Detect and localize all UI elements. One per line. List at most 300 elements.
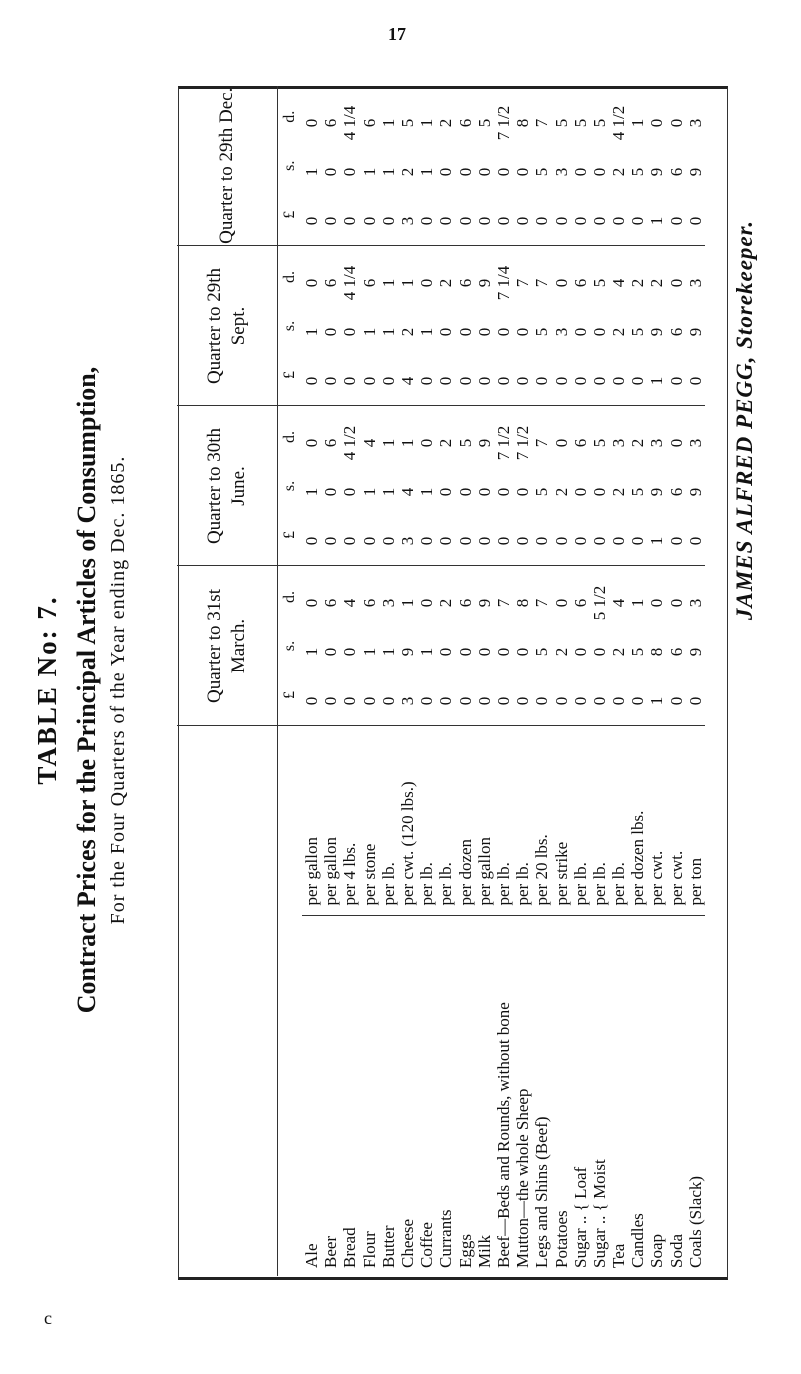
price-shillings: 0 xyxy=(321,327,341,337)
price-shillings: 6 xyxy=(666,327,686,337)
price-shillings: 0 xyxy=(455,647,475,657)
price-shillings: 0 xyxy=(455,327,475,337)
unit-of-measure: per cwt. (120 lbs.) xyxy=(398,726,417,916)
quarter-price xyxy=(475,566,494,726)
column-header-quarter: Quarter to 29th Sept. xyxy=(177,246,278,406)
price-shillings: 0 xyxy=(513,167,533,177)
price-shillings: 0 xyxy=(436,167,456,177)
article-name: Beef—Beds and Rounds, without bone xyxy=(493,1002,513,1268)
quarter-price xyxy=(340,406,359,566)
price-pence: 0 xyxy=(302,598,322,608)
price-pence: 7 xyxy=(513,278,533,288)
quarter-price xyxy=(686,566,705,726)
price-shillings: 1 xyxy=(378,647,398,657)
price-pounds: 0 xyxy=(321,696,341,706)
price-pounds: 0 xyxy=(359,696,379,706)
price-shillings: 2 xyxy=(398,327,418,337)
unit-of-measure: per dozen lbs. xyxy=(628,726,647,916)
price-pounds: 0 xyxy=(359,216,379,226)
price-pounds: 0 xyxy=(628,536,648,546)
unit-of-measure: per lb. xyxy=(513,726,532,916)
price-pounds: 0 xyxy=(513,696,533,706)
price-shillings: 6 xyxy=(666,167,686,177)
price-shillings: 2 xyxy=(609,647,629,657)
price-shillings: 5 xyxy=(628,327,648,337)
column-header-quarter: Quarter to 30th June. xyxy=(177,406,278,566)
price-shillings: 0 xyxy=(474,327,494,337)
price-pence: 5 xyxy=(474,118,494,128)
table-row xyxy=(302,86,321,1276)
quarter-price xyxy=(513,246,532,406)
price-shillings: 2 xyxy=(398,167,418,177)
article-name: Coffee xyxy=(417,1222,437,1268)
quarter-price xyxy=(379,566,398,726)
price-shillings: 0 xyxy=(570,327,590,337)
quarter-price xyxy=(609,566,628,726)
price-pence: 4 1/4 xyxy=(340,265,360,301)
quarter-price xyxy=(551,406,570,566)
price-pence: 0 xyxy=(302,278,322,288)
price-shillings: 0 xyxy=(589,647,609,657)
quarter-price xyxy=(628,86,647,246)
article-name: Ale xyxy=(302,1243,322,1268)
unit-of-measure: per stone xyxy=(360,726,379,916)
unit-of-measure: per strike xyxy=(551,726,570,916)
price-shillings: 5 xyxy=(628,647,648,657)
price-shillings: 1 xyxy=(302,647,322,657)
table-title: Contract Prices for the Principal Articles of Consumption, xyxy=(72,366,101,1014)
quarter-price xyxy=(609,86,628,246)
table-row xyxy=(686,86,705,1276)
price-pence: 7 xyxy=(532,598,552,608)
quarter-price xyxy=(647,406,666,566)
page-number: 17 xyxy=(388,24,406,44)
price-pence: 4 xyxy=(359,438,379,448)
price-pence: 0 xyxy=(666,278,686,288)
price-pence: 4 xyxy=(340,598,360,608)
price-shillings: 5 xyxy=(628,167,648,177)
price-pounds: 0 xyxy=(378,696,398,706)
price-shillings: 0 xyxy=(570,487,590,497)
quarter-price xyxy=(551,86,570,246)
price-pounds: 0 xyxy=(378,216,398,226)
price-pounds: 1 xyxy=(647,216,667,226)
price-pence: 0 xyxy=(302,118,322,128)
price-pounds: 0 xyxy=(455,696,475,706)
table-row xyxy=(475,86,494,1276)
price-pence: 1 xyxy=(398,598,418,608)
price-pounds: 0 xyxy=(685,376,705,386)
price-pounds: 3 xyxy=(398,216,418,226)
article-name: Bread xyxy=(340,1227,360,1268)
quarter-price xyxy=(571,406,590,566)
price-shillings: 0 xyxy=(513,487,533,497)
quarter-price xyxy=(532,566,551,726)
quarter-price xyxy=(571,566,590,726)
price-shillings: 0 xyxy=(589,167,609,177)
quarter-price xyxy=(456,406,475,566)
price-shillings: 0 xyxy=(493,167,513,177)
price-pence: 5 xyxy=(589,438,609,448)
price-pounds: 0 xyxy=(417,536,437,546)
quarter-price xyxy=(513,406,532,566)
unit-of-measure: per lb. xyxy=(494,726,513,916)
price-shillings: 9 xyxy=(647,327,667,337)
price-shillings: 1 xyxy=(359,487,379,497)
unit-of-measure: per gallon xyxy=(475,726,494,916)
price-pence: 5 xyxy=(589,118,609,128)
price-shillings: 0 xyxy=(436,647,456,657)
price-pounds: 0 xyxy=(455,376,475,386)
pounds-unit: £ xyxy=(281,691,298,699)
price-pounds: 0 xyxy=(359,376,379,386)
price-shillings: 1 xyxy=(302,327,322,337)
pence-unit: d. xyxy=(281,591,298,603)
price-pounds: 3 xyxy=(398,696,418,706)
quarter-price xyxy=(667,566,686,726)
price-pence: 6 xyxy=(321,598,341,608)
quarter-price xyxy=(494,406,513,566)
price-pounds: 0 xyxy=(302,536,322,546)
quarter-price xyxy=(456,566,475,726)
price-pounds: 0 xyxy=(340,216,360,226)
quarter-price xyxy=(686,406,705,566)
price-pence: 2 xyxy=(436,598,456,608)
price-pounds: 0 xyxy=(551,696,571,706)
price-pounds: 0 xyxy=(321,216,341,226)
price-pence: 6 xyxy=(321,438,341,448)
price-shillings: 0 xyxy=(589,327,609,337)
price-pence: 1 xyxy=(398,278,418,288)
quarter-price xyxy=(436,246,455,406)
price-pounds: 0 xyxy=(628,376,648,386)
table-heading xyxy=(30,90,130,1290)
price-shillings: 0 xyxy=(436,487,456,497)
quarter-price xyxy=(686,246,705,406)
price-shillings: 9 xyxy=(685,327,705,337)
price-pounds: 0 xyxy=(589,696,609,706)
article-name: Legs and Shins (Beef) xyxy=(532,1116,552,1268)
price-pounds: 0 xyxy=(609,216,629,226)
article-name: Soda xyxy=(666,1234,686,1268)
price-pounds: 0 xyxy=(628,216,648,226)
table-row xyxy=(513,86,532,1276)
table-row xyxy=(647,86,666,1276)
price-pence: 0 xyxy=(417,598,437,608)
unit-of-measure: per lb. xyxy=(590,726,609,916)
price-pence: 8 xyxy=(513,118,533,128)
quarter-price xyxy=(398,566,417,726)
price-pence: 7 1/4 xyxy=(493,265,513,301)
pence-unit: d. xyxy=(281,271,298,283)
price-pounds: 0 xyxy=(513,536,533,546)
price-pounds: 0 xyxy=(474,536,494,546)
quarter-price xyxy=(590,566,609,726)
price-pounds: 0 xyxy=(570,536,590,546)
pounds-unit: £ xyxy=(281,531,298,539)
article-name: Currants xyxy=(436,1209,456,1268)
price-pounds: 0 xyxy=(532,376,552,386)
price-pounds: 0 xyxy=(436,376,456,386)
quarter-price xyxy=(321,566,340,726)
price-pence: 0 xyxy=(647,598,667,608)
price-pounds: 0 xyxy=(513,216,533,226)
price-shillings: 1 xyxy=(417,647,437,657)
money-units xyxy=(278,86,303,246)
table-row xyxy=(571,86,590,1276)
price-pounds: 0 xyxy=(666,536,686,546)
unit-of-measure: per dozen xyxy=(456,726,475,916)
price-pounds: 4 xyxy=(398,376,418,386)
price-pounds: 0 xyxy=(666,376,686,386)
quarter-price xyxy=(302,86,321,246)
quarter-price xyxy=(532,246,551,406)
quarter-price xyxy=(340,86,359,246)
price-shillings: 6 xyxy=(666,487,686,497)
quarter-price xyxy=(628,246,647,406)
quarter-price xyxy=(302,246,321,406)
price-pence: 6 xyxy=(359,598,379,608)
price-pence: 4 1/2 xyxy=(609,105,629,141)
quarter-price xyxy=(417,566,436,726)
price-pence: 0 xyxy=(551,438,571,448)
price-shillings: 9 xyxy=(647,167,667,177)
price-shillings: 0 xyxy=(455,487,475,497)
article-name: Butter xyxy=(378,1225,398,1268)
article-name: Eggs xyxy=(455,1234,475,1268)
quarter-price xyxy=(475,86,494,246)
quarter-price xyxy=(302,566,321,726)
quarter-price xyxy=(417,86,436,246)
price-pounds: 0 xyxy=(378,536,398,546)
quarter-price xyxy=(398,246,417,406)
column-header-article xyxy=(177,916,278,1276)
table-row xyxy=(609,86,628,1276)
price-pence: 1 xyxy=(628,598,648,608)
price-pence: 4 1/2 xyxy=(340,425,360,461)
article-name: Beer xyxy=(321,1235,341,1268)
price-pence: 5 1/2 xyxy=(589,585,609,621)
price-pounds: 0 xyxy=(493,536,513,546)
price-shillings: 1 xyxy=(302,487,322,497)
table-row xyxy=(628,86,647,1276)
quarter-price xyxy=(609,406,628,566)
price-pounds: 0 xyxy=(302,216,322,226)
price-pounds: 0 xyxy=(589,376,609,386)
quarter-price xyxy=(590,86,609,246)
quarter-price xyxy=(628,406,647,566)
column-header-quarter: Quarter to 31st March. xyxy=(177,566,278,726)
price-pence: 4 xyxy=(609,278,629,288)
price-shillings: 4 xyxy=(398,487,418,497)
quarter-price xyxy=(513,86,532,246)
quarter-price xyxy=(379,86,398,246)
price-pounds: 0 xyxy=(551,536,571,546)
quarter-price xyxy=(609,246,628,406)
price-shillings: 1 xyxy=(359,647,379,657)
price-shillings: 5 xyxy=(532,327,552,337)
price-pence: 0 xyxy=(647,118,667,128)
table-row xyxy=(417,86,436,1276)
quarter-price xyxy=(571,246,590,406)
price-pounds: 0 xyxy=(417,696,437,706)
table-row xyxy=(667,86,686,1276)
quarter-price xyxy=(647,566,666,726)
price-pounds: 0 xyxy=(455,536,475,546)
price-shillings: 0 xyxy=(340,167,360,177)
quarter-price xyxy=(494,246,513,406)
price-shillings: 2 xyxy=(609,487,629,497)
price-pounds: 1 xyxy=(647,696,667,706)
price-pence: 6 xyxy=(359,118,379,128)
article-name: Mutton—the whole Sheep xyxy=(513,1088,533,1268)
quarter-price xyxy=(398,406,417,566)
money-units xyxy=(278,246,303,406)
price-shillings: 0 xyxy=(570,167,590,177)
price-pence: 0 xyxy=(551,278,571,288)
quarter-price xyxy=(551,566,570,726)
price-pounds: 0 xyxy=(417,216,437,226)
quarter-price xyxy=(360,566,379,726)
price-pence: 3 xyxy=(609,438,629,448)
price-pounds: 0 xyxy=(340,536,360,546)
quarter-price xyxy=(475,406,494,566)
unit-of-measure: per ton xyxy=(686,726,705,916)
quarter-price xyxy=(360,406,379,566)
price-pence: 3 xyxy=(647,438,667,448)
price-pounds: 0 xyxy=(685,216,705,226)
quarter-price xyxy=(340,246,359,406)
price-pounds: 0 xyxy=(321,536,341,546)
quarter-price xyxy=(686,86,705,246)
table-row xyxy=(398,86,417,1276)
unit-of-measure: per 20 lbs. xyxy=(532,726,551,916)
table-row xyxy=(532,86,551,1276)
price-shillings: 1 xyxy=(359,327,379,337)
price-pounds: 0 xyxy=(685,536,705,546)
quarter-price xyxy=(321,406,340,566)
money-units xyxy=(278,566,303,726)
quarter-price xyxy=(667,406,686,566)
price-pence: 6 xyxy=(455,278,475,288)
price-shillings: 0 xyxy=(570,647,590,657)
price-pounds: 0 xyxy=(551,376,571,386)
quarter-price xyxy=(302,406,321,566)
pounds-unit: £ xyxy=(281,371,298,379)
unit-of-measure: per lb. xyxy=(379,726,398,916)
shillings-unit: s. xyxy=(281,640,298,652)
article-name: Potatoes xyxy=(551,1210,571,1268)
price-pence: 1 xyxy=(417,118,437,128)
price-pounds: 0 xyxy=(417,376,437,386)
storekeeper-signature: JAMES ALFRED PEGG, Storekeeper. xyxy=(732,219,757,621)
price-shillings: 0 xyxy=(340,327,360,337)
quarter-price xyxy=(417,246,436,406)
price-shillings: 0 xyxy=(589,487,609,497)
price-shillings: 9 xyxy=(398,647,418,657)
unit-of-measure: per lb. xyxy=(436,726,455,916)
quarter-price xyxy=(647,246,666,406)
table-row xyxy=(494,86,513,1276)
price-pence: 2 xyxy=(436,118,456,128)
price-shillings: 0 xyxy=(321,647,341,657)
quarter-price xyxy=(494,566,513,726)
pounds-unit: £ xyxy=(281,210,298,219)
quarter-price xyxy=(513,566,532,726)
price-shillings: 0 xyxy=(321,487,341,497)
quarter-price xyxy=(667,246,686,406)
price-pence: 3 xyxy=(378,598,398,608)
price-pence: 3 xyxy=(685,278,705,288)
quarter-price xyxy=(379,406,398,566)
price-pounds: 0 xyxy=(532,696,552,706)
shillings-unit: s. xyxy=(281,160,298,171)
article-name: Candles xyxy=(628,1213,648,1268)
unit-of-measure: per cwt. xyxy=(647,726,666,916)
price-pence: 7 xyxy=(532,118,552,128)
price-pence: 2 xyxy=(436,278,456,288)
price-shillings: 0 xyxy=(321,167,341,177)
price-pounds: 0 xyxy=(532,536,552,546)
table-row xyxy=(321,86,340,1276)
price-pence: 7 xyxy=(532,278,552,288)
pence-unit: d. xyxy=(281,431,298,443)
price-pence: 0 xyxy=(666,438,686,448)
price-shillings: 0 xyxy=(340,487,360,497)
price-pence: 0 xyxy=(417,438,437,448)
quarter-price xyxy=(647,86,666,246)
unit-of-measure: per lb. xyxy=(571,726,590,916)
price-pence: 9 xyxy=(474,278,494,288)
table-row xyxy=(340,86,359,1276)
quarter-price xyxy=(340,566,359,726)
price-shillings: 0 xyxy=(513,327,533,337)
quarter-price xyxy=(571,86,590,246)
price-shillings: 0 xyxy=(455,167,475,177)
table-row xyxy=(360,86,379,1276)
price-shillings: 1 xyxy=(378,327,398,337)
price-shillings: 5 xyxy=(532,647,552,657)
price-shillings: 0 xyxy=(493,327,513,337)
quarter-price xyxy=(321,86,340,246)
table-row xyxy=(590,86,609,1276)
price-pence: 5 xyxy=(589,278,609,288)
price-shillings: 3 xyxy=(551,167,571,177)
price-pence: 2 xyxy=(628,438,648,448)
price-pence: 0 xyxy=(666,118,686,128)
price-pence: 3 xyxy=(685,438,705,448)
price-pence: 6 xyxy=(570,598,590,608)
table-row xyxy=(379,86,398,1276)
price-pence: 7 1/2 xyxy=(493,105,513,141)
price-table xyxy=(177,86,705,1276)
price-pence: 6 xyxy=(455,118,475,128)
article-name: Tea xyxy=(609,1243,629,1268)
quarter-price xyxy=(551,246,570,406)
price-pence: 7 xyxy=(493,598,513,608)
price-pounds: 0 xyxy=(474,696,494,706)
price-pounds: 1 xyxy=(647,536,667,546)
price-pounds: 0 xyxy=(551,216,571,226)
price-shillings: 9 xyxy=(647,487,667,497)
article-name: Sugar .. { Moist xyxy=(589,1159,609,1268)
price-pounds: 0 xyxy=(589,216,609,226)
price-pence: 3 xyxy=(685,118,705,128)
price-pounds: 0 xyxy=(532,216,552,226)
quarter-price xyxy=(436,406,455,566)
price-shillings: 0 xyxy=(474,647,494,657)
price-shillings: 0 xyxy=(513,647,533,657)
